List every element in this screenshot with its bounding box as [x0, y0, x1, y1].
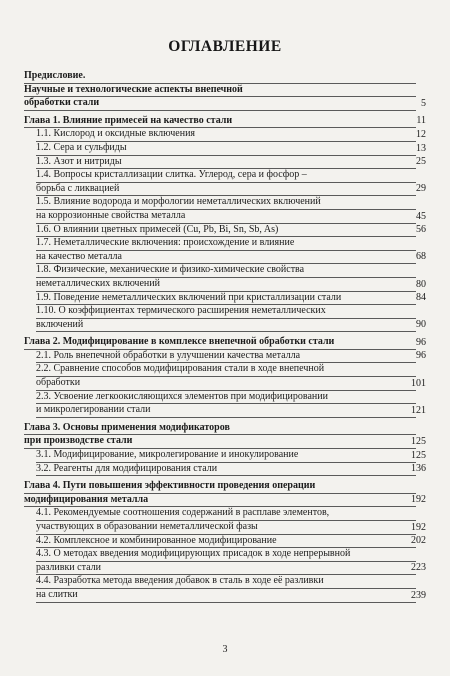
section-entry-text: разливки стали — [36, 562, 416, 576]
section-entry-page: 84 — [416, 292, 426, 304]
section-entry — [24, 390, 426, 418]
section-entry-page: 202 — [411, 535, 426, 547]
section-entry — [24, 155, 426, 170]
section-entry — [24, 575, 426, 602]
section-entry-text: 4.3. О методах введения модифицирующих присадок в ходе непрерывной — [36, 548, 416, 562]
chapter-entry — [24, 480, 426, 507]
section-entry-text: 1.10. О коэффициентах термического расширения неметаллических — [36, 305, 416, 319]
chapter-entry-text: Глава 1. Влияние примесей на качество стали — [24, 115, 416, 129]
section-entry-text: борьба с ликвацией — [36, 183, 416, 197]
section-entry-text: 1.9. Поведение неметаллических включений при кристаллизации стали — [36, 292, 416, 306]
section-entry-text: 1.6. О влиянии цветных примесей (Cu, Pb, Bi, Sn, Sb, As) — [36, 224, 416, 238]
section-entry — [24, 548, 426, 575]
section-entry-page: 101 — [411, 377, 426, 389]
section-entry-page: 125 — [411, 449, 426, 461]
section-entry — [24, 264, 426, 291]
section-entry — [24, 305, 426, 332]
preface-entry — [24, 70, 426, 111]
section-entry-text: на коррозионные свойства металла — [36, 210, 416, 224]
section-entry-text: 2.2. Сравнение способов модифицирования стали в ходе внепечной — [36, 363, 416, 377]
chapter-entry-page: 11 — [416, 115, 426, 127]
chapter-entry-text: Глава 4. Пути повышения эффективности проведения операции — [24, 480, 416, 494]
chapter-entry-page: 96 — [416, 336, 426, 348]
section-entry-text: 4.1. Рекомендуемые соотношения содержаний в расплаве элементов, — [36, 507, 416, 521]
preface-entry-page: 5 — [421, 97, 426, 109]
preface-entry-text: Научные и технологические аспекты внепечной — [24, 84, 416, 98]
section-entry-page: 121 — [411, 404, 426, 416]
section-entry-page: 96 — [416, 350, 426, 362]
section-entry-text: включений — [36, 319, 416, 333]
section-entry-text: 3.1. Модифицирование, микролегирование и инокулирование — [36, 449, 416, 463]
section-entry-text: 1.5. Влияние водорода и морфологии неметаллических включений — [36, 196, 416, 210]
section-entry-page: 90 — [416, 319, 426, 331]
section-entry-text: 1.1. Кислород и оксидные включения — [36, 128, 416, 142]
section-entry-page: 12 — [416, 128, 426, 140]
section-entry — [24, 534, 426, 549]
chapter-entry — [24, 336, 426, 350]
section-entry — [24, 462, 426, 477]
section-entry-text: 1.8. Физические, механические и физико-химические свойства — [36, 264, 416, 278]
section-entry-text: и микролегировании стали — [36, 404, 416, 418]
preface-entry-text: обработки стали — [24, 97, 416, 111]
chapter-entry-text: Глава 3. Основы применения модификаторов — [24, 422, 416, 436]
section-entry — [24, 169, 426, 196]
section-entry-page: 239 — [411, 589, 426, 601]
section-entry — [24, 291, 426, 306]
section-entry — [24, 128, 426, 142]
section-entry-text: участвующих в образовании неметаллической фазы — [36, 521, 416, 535]
page-number: 3 — [222, 644, 228, 655]
section-entry-text: 4.4. Разработка метода введения добавок в сталь в ходе её разливки — [36, 575, 416, 589]
section-entry-text: 1.7. Неметаллические включения: происхождение и влияние — [36, 237, 416, 251]
section-entry-page: 29 — [416, 183, 426, 195]
section-entry-page: 192 — [411, 521, 426, 533]
section-entry-page: 80 — [416, 278, 426, 290]
section-entry — [24, 349, 426, 364]
section-entry-page: 223 — [411, 562, 426, 574]
section-entry — [24, 141, 426, 156]
chapter-entry-text: при производстве стали — [24, 435, 416, 449]
section-entry-text: 1.3. Азот и нитриды — [36, 156, 416, 170]
section-entry — [24, 507, 426, 534]
table-of-contents — [24, 70, 426, 603]
chapter-entry — [24, 421, 426, 449]
section-entry-page: 13 — [416, 142, 426, 154]
section-entry-page: 56 — [416, 224, 426, 236]
chapter-entry-page: 192 — [411, 494, 426, 506]
section-entry-text: на качество металла — [36, 251, 416, 265]
section-entry-text: 4.2. Комплексное и комбинированное модифицирование — [36, 535, 416, 549]
section-entry-text: 2.3. Усвоение легкоокисляющихся элементов при модифицировании — [36, 391, 416, 405]
chapter-entry-text: Глава 2. Модифицирование в комплексе внепечной обработки стали — [24, 336, 416, 350]
section-entry — [24, 449, 426, 463]
section-entry — [24, 223, 426, 238]
section-entry-page: 68 — [416, 251, 426, 263]
preface-entry-text: Предисловие. — [24, 70, 416, 84]
section-entry-text: обработки — [36, 377, 416, 391]
section-entry-text: 3.2. Реагенты для модифицирования стали — [36, 463, 416, 477]
page-title: ОГЛАВЛЕНИЕ — [168, 38, 282, 55]
section-entry-page: 136 — [411, 463, 426, 475]
section-entry-page: 45 — [416, 210, 426, 222]
section-entry-text: неметаллических включений — [36, 278, 416, 292]
chapter-entry — [24, 114, 426, 129]
section-entry-text: 1.4. Вопросы кристаллизации слитка. Углерод, сера и фосфор – — [36, 169, 416, 183]
chapter-entry-text: модифицирования металла — [24, 494, 416, 508]
section-entry-text: на слитки — [36, 589, 416, 603]
section-entry — [24, 237, 426, 264]
section-entry-page: 25 — [416, 156, 426, 168]
section-entry-text: 1.2. Сера и сульфиды — [36, 142, 416, 156]
section-entry-text: 2.1. Роль внепечной обработки в улучшении качества металла — [36, 350, 416, 364]
section-entry — [24, 363, 426, 390]
section-entry — [24, 196, 426, 223]
chapter-entry-page: 125 — [411, 436, 426, 448]
